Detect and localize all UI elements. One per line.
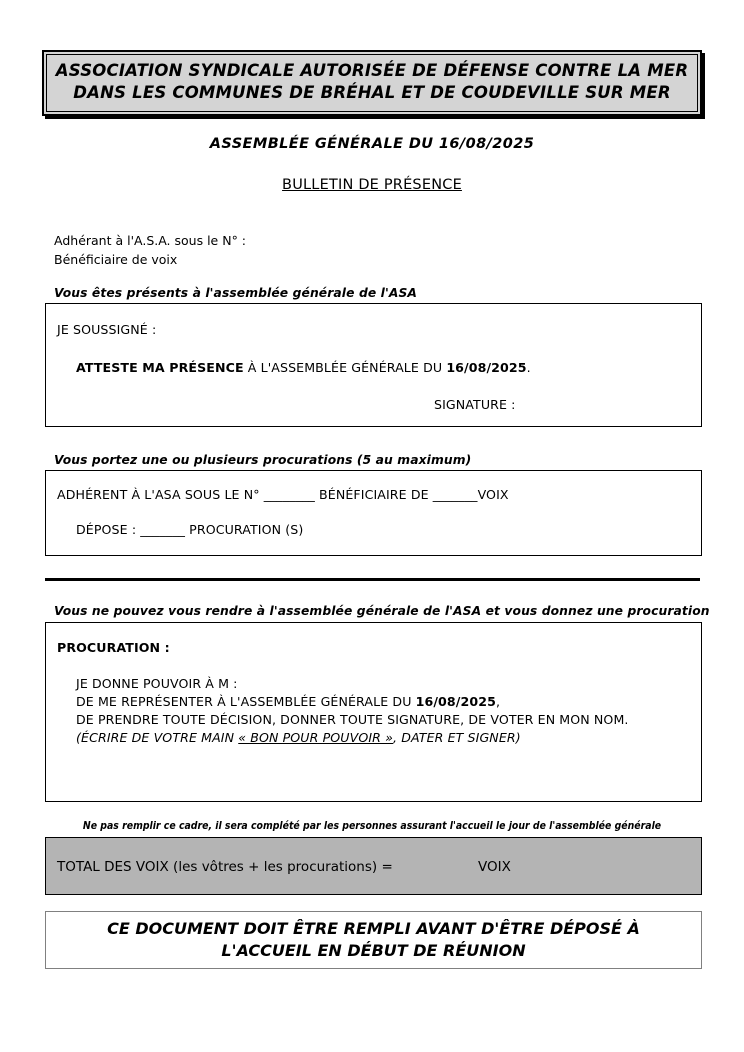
section-heading-procurations: Vous portez une ou plusieurs procurations (5 au maximum) — [54, 453, 472, 467]
total-voix-label: TOTAL DES VOIX (les vôtres + les procurations) = — [57, 859, 393, 875]
bottom-instruction-line-2: L'ACCUEIL EN DÉBUT DE RÉUNION — [221, 941, 526, 960]
atteste-date: 16/08/2025 — [446, 360, 527, 375]
atteste-presence-line — [76, 360, 531, 375]
atteste-bold-text: ATTESTE MA PRÉSENCE — [76, 360, 244, 375]
procuration-voices-blank[interactable]: _______ — [432, 487, 478, 502]
depose-label: DÉPOSE : — [76, 522, 141, 537]
section-heading-presence: Vous êtes présents à l'assemblée générale de l'ASA — [54, 286, 418, 300]
soussigne-label: JE SOUSSIGNÉ : — [57, 322, 157, 337]
depose-line — [76, 522, 303, 537]
atteste-end: . — [526, 360, 531, 375]
procuration-number-blank[interactable]: ________ — [263, 487, 315, 502]
bottom-instruction-line-1: CE DOCUMENT DOIT ÊTRE REMPLI AVANT D'ÊTRE DÉPOSÉ À — [107, 918, 640, 938]
pouvoir-line-4-a: (ÉCRIRE DE VOTRE MAIN — [76, 729, 239, 745]
pouvoir-line-2-a: DE ME REPRÉSENTER À L'ASSEMBLÉE GÉNÉRALE DU — [76, 693, 416, 709]
pouvoir-line-2-b: , — [495, 693, 501, 709]
depose-count-blank[interactable]: _______ — [140, 522, 186, 537]
signature-label: SIGNATURE : — [434, 397, 516, 412]
association-header — [42, 50, 702, 116]
pouvoir-line-2 — [76, 693, 629, 711]
procuration-adherent-label-b: BÉNÉFICIAIRE DE — [314, 487, 433, 502]
procuration-adherent-label-c: VOIX — [477, 487, 509, 502]
do-not-fill-notice: Ne pas remplir ce cadre, il sera complété par les personnes assurant l'accueil le jour de l'assemblée générale — [82, 820, 662, 832]
pouvoir-line-1: JE DONNE POUVOIR À M : — [76, 676, 238, 691]
pouvoir-line-3: DE PRENDRE TOUTE DÉCISION, DONNER TOUTE SIGNATURE, DE VOTER EN MON NOM. — [76, 711, 629, 727]
pouvoir-line-4-quoted: « BON POUR POUVOIR » — [238, 729, 393, 745]
procuration-label: PROCURATION : — [57, 640, 170, 655]
document-title-text: BULLETIN DE PRÉSENCE — [282, 177, 462, 193]
adherent-voices-line: Bénéficiaire de voix — [54, 252, 178, 267]
total-voix-unit: VOIX — [478, 859, 511, 875]
procurations-box[interactable] — [45, 470, 702, 556]
atteste-rest-text: À L'ASSEMBLÉE GÉNÉRALE DU — [243, 360, 447, 375]
bottom-instruction-box — [45, 911, 702, 969]
section-heading-pouvoir: Vous ne pouvez vous rendre à l'assemblée générale de l'ASA et vous donnez une procuration — [54, 604, 710, 618]
pouvoir-line-2-date: 16/08/2025 — [415, 693, 496, 709]
header-line-1: ASSOCIATION SYNDICALE AUTORISÉE DE DÉFENSE CONTRE LA MER — [55, 61, 689, 80]
adherent-number-line: Adhérant à l'A.S.A. sous le N° : — [54, 233, 246, 248]
depose-rest: PROCURATION (S) — [185, 522, 304, 537]
pouvoir-line-4-b: , DATER ET SIGNER) — [392, 729, 521, 745]
procuration-adherent-label-a: ADHÉRENT À L'ASA SOUS LE N° — [57, 487, 264, 502]
pouvoir-line-4 — [76, 729, 629, 747]
header-line-2: DANS LES COMMUNES DE BRÉHAL ET DE COUDEVILLE SUR MER — [73, 82, 671, 102]
header-banner-frame — [42, 50, 702, 116]
document-title — [0, 177, 744, 193]
procuration-adherent-line — [57, 487, 509, 502]
presence-box[interactable] — [45, 303, 702, 427]
total-voix-band — [45, 837, 702, 895]
meeting-title: ASSEMBLÉE GÉNÉRALE DU 16/08/2025 — [209, 136, 535, 152]
pouvoir-text-block — [76, 675, 629, 747]
header-banner-inner — [46, 54, 698, 112]
section-divider — [45, 578, 700, 581]
pouvoir-box[interactable] — [45, 622, 702, 802]
adherent-info — [54, 231, 246, 269]
